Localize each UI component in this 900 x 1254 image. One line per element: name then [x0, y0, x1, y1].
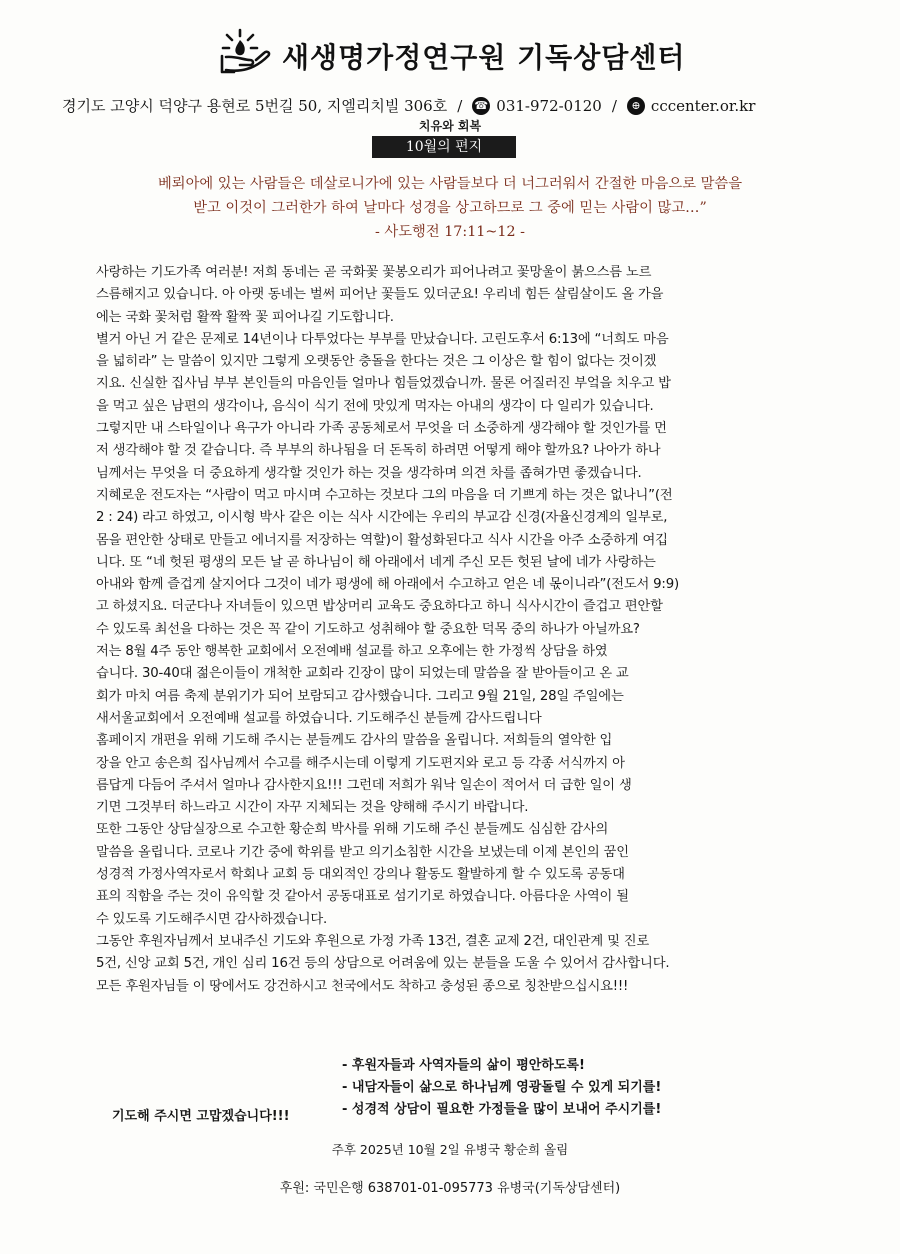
prayer-topic: - 후원자들과 사역자들의 삶이 평안하도록!	[342, 1058, 585, 1073]
website: cccenter.or.kr	[650, 96, 756, 115]
verse-line: 받고 이것이 그러한가 하여 날마다 성경을 상고하므로 그 중에 믿는 사람이 많고…”	[193, 200, 707, 216]
signature: 주후 2025년 10월 2일 유병국 황순희 올림	[331, 1142, 569, 1157]
body-line: 성경적 가정사역자로서 학회나 교회 등 대외적인 강의나 활동도 활발하게 할 수 있도록 공동대	[96, 867, 625, 883]
body-line: 사랑하는 기도가족 여러분! 저희 동네는 곧 국화꽃 꽃봉오리가 피어나려고 꽃망울이 붉으스름 노르	[96, 265, 652, 280]
body-line: 름답게 다듬어 주셔서 얼마나 감사한지요!!! 그런데 저희가 워낙 일손이 적어서 더 급한 일이 생	[96, 777, 632, 793]
org-name: 새생명가정연구원 기독상담센터	[282, 41, 686, 74]
body-line: 니다. 또 “네 헛된 평생의 모든 날 곧 하나님이 해 아래에서 네게 주신 모든 헛된 날에 네가 사랑하는	[96, 554, 656, 570]
body-line: 아내와 함께 즐겁게 살지어다 그것이 네가 평생에 해 아래에서 수고하고 얻은 네 몫이니라”(전도서 9:9)	[96, 577, 679, 593]
body-line: 별거 아닌 거 같은 문제로 14년이나 다투었다는 부부를 만났습니다. 고린도후서 6:13에 “너희도 마음	[96, 331, 669, 347]
separator: /	[611, 96, 617, 115]
body-line: 모든 후원자님들 이 땅에서도 강건하시고 천국에서도 착하고 충성된 종으로 칭찬받으십시요!!!	[96, 978, 629, 994]
motto: 치유와 회복	[418, 119, 482, 133]
body-line: 을 넓히라” 는 말씀이 있지만 그렇게 오랫동안 충돌을 한다는 것은 그 이상은 할 힘이 없다는 것이겠	[96, 354, 657, 370]
body-line: 스름해지고 있습니다. 아 아랫 동네는 벌써 피어난 꽃들도 있더군요! 우리네 힘든 살림살이도 올 가을	[96, 287, 664, 303]
prayer-request: 기도해 주시면 고맙겠습니다!!!	[112, 1109, 290, 1124]
body-line: 습니다. 30-40대 젊은이들이 개척한 교회라 긴장이 많이 되었는데 말씀을 잘 받아들이고 온 교	[96, 666, 629, 682]
prayer-topic: - 내담자들이 삶으로 하나님께 영광돌릴 수 있게 되기를!	[342, 1080, 662, 1095]
body-line: 장을 안고 송은희 집사님께서 수고를 해주시는데 이렇게 기도편지와 로고 등 각종 서식까지 아	[96, 755, 625, 771]
body-line: 기면 그것부터 하느라고 시간이 자꾸 지체되는 것을 양해해 주시기 바랍니다.	[96, 800, 529, 816]
body-line: 몸을 편안한 상태로 만들고 에너지를 저장하는 역할)이 활성화된다고 식사 시간을 아주 소중하게 여깁	[96, 532, 668, 548]
body-line: 새서울교회에서 오전예배 설교를 하였습니다. 기도해주신 분들께 감사드립니다	[96, 710, 542, 726]
body-line: 을 먹고 싶은 남편의 생각이나, 음식이 식기 전에 맛있게 먹자는 아내의 생각이 다 일리가 있습니다.	[96, 398, 654, 414]
body-line: 지혜로운 전도자는 “사람이 먹고 마시며 수고하는 것보다 그의 마음을 더 기쁘게 하는 것은 없나니”(전	[96, 487, 673, 503]
body-line: 2 : 24) 라고 하였고, 이시형 박사 같은 이는 식사 시간에는 우리의 부교감 신경(자율신경계의 일부로,	[96, 510, 668, 526]
verse-reference: - 사도행전 17:11~12 -	[375, 224, 525, 240]
phone-number: 031-972-0120	[496, 96, 602, 115]
body-line: 저는 8월 4주 동안 행복한 교회에서 오전예배 설교를 하고 오후에는 한 가정씩 상담을 하였	[96, 644, 608, 660]
separator: /	[457, 96, 463, 115]
body-line: 그렇지만 내 스타일이나 욕구가 아니라 가족 공동체로서 무엇을 더 소중하게 생각해야 할 것인가를 먼	[96, 421, 667, 437]
body-line: 그동안 후원자님께서 보내주신 기도와 후원으로 가정 가족 13건, 결혼 교제 2건, 대인관계 및 진로	[96, 933, 650, 949]
body-line: 표의 직함을 주는 것이 유익할 것 같아서 공동대표로 섬기기로 하였습니다. 아름다운 사역이 될	[96, 889, 629, 905]
body-line: 저 생각해야 할 것 같습니다. 즉 부부의 하나됨을 더 돈독히 하려면 어떻게 해야 할까요? 나아가 하나	[96, 443, 661, 459]
body-line: 수 있도록 기도해주시면 감사하겠습니다.	[96, 911, 328, 927]
contact-line	[62, 95, 852, 116]
body-line: 또한 그동안 상담실장으로 수고한 황순희 박사를 위해 기도해 주신 분들께도 심심한 감사의	[96, 822, 609, 838]
body-line: 고 하셨지요. 더군다나 자녀들이 있으면 밥상머리 교육도 중요하다고 하니 식사시간이 즐겁고 편안할	[96, 599, 663, 615]
body-line: 5건, 신앙 교회 5건, 개인 심리 16건 등의 상담으로 어려움에 있는 분들을 도울 수 있어서 감사합니다.	[96, 956, 670, 972]
phone-icon: ☎	[472, 97, 490, 115]
hands-flame-logo-icon	[218, 26, 274, 76]
prayer-topics	[342, 1055, 661, 1121]
body-line: 지요. 신실한 집사님 부부 본인들의 마음인들 얼마나 힘들었겠습니까. 물론 어질러진 부엌을 치우고 밥	[96, 376, 671, 392]
globe-icon: ⊕	[627, 97, 645, 115]
body-line: 회가 마치 여름 축제 분위기가 되어 보람되고 감사했습니다. 그리고 9월 21일, 28일 주일에는	[96, 688, 624, 704]
bank-account: 후원: 국민은행 638701-01-095773 유병국(기독상담센터)	[279, 1181, 621, 1196]
body-line: 홈페이지 개편을 위해 기도해 주시는 분들께도 감사의 말씀을 올립니다. 저희들의 열악한 입	[96, 733, 613, 749]
letter-title: 10월의 편지	[372, 136, 516, 158]
verse-line: 베뢰아에 있는 사람들은 데살로니가에 있는 사람들보다 더 너그러워서 간절한 마음으로 말씀을	[157, 176, 743, 192]
body-line: 말씀을 올립니다. 코로나 기간 중에 학위를 받고 의기소침한 시간을 보냈는데 이제 본인의 꿈인	[96, 844, 629, 860]
scripture-verse	[40, 172, 860, 244]
body-line: 수 있도록 최선을 다하는 것은 꼭 같이 기도하고 성취해야 할 중요한 덕목 중의 하나가 아닐까요?	[96, 621, 640, 637]
address: 경기도 고양시 덕양구 용현로 5번길 50, 지엘리치빌 306호	[62, 97, 448, 115]
prayer-topic: - 성경적 상담이 필요한 가정들을 많이 보내어 주시기를!	[342, 1102, 662, 1117]
body-line: 님께서는 무엇을 더 중요하게 생각할 것인가 하는 것을 생각하며 의견 차를 좁혀가면 좋겠습니다.	[96, 465, 642, 481]
letter-body	[96, 262, 802, 998]
body-line: 에는 국화 꽃처럼 활짝 활짝 꽃 피어나길 기도합니다.	[96, 309, 394, 325]
